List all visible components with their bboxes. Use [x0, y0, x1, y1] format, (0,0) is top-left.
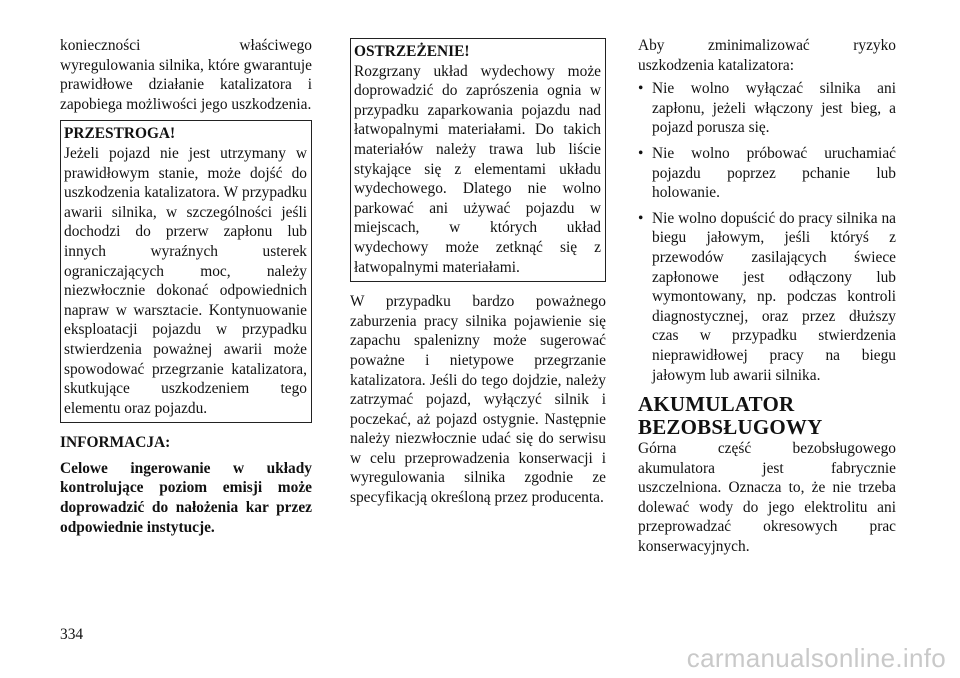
list-item	[638, 209, 896, 385]
section-paragraph: Górna część bezobsługowego akumulatora jest fabrycznie uszczelniona. Oznacza to, że nie trzeba dolewać wody do jego elektrolitu ani przeprowadzać okresowych prac konserwacyjnych.	[638, 440, 896, 556]
page-number: 334	[60, 626, 84, 643]
caution-text: Jeżeli pojazd nie jest utrzymany w prawidłowym stanie, może dojść do uszkodzenia katalizatora. W przypadku awarii silnika, w szczególności jeśli dochodzi do przerw zapłonu lub innych wyraźnych usterek ograniczających moc, należy niezwłocznie dokonać odpowiednich napraw w warsztacie. Kontynuowanie eksploatacji pojazdu w przypadku stwierdzenia poważnej awarii może spowodować przegrzanie katalizatora, skutkujące uszkodzeniem tego elementu oraz pojazdu.	[64, 144, 307, 417]
caution-box	[60, 120, 312, 423]
list-item-text: Nie wolno próbować uruchamiać pojazdu poprzez pchanie lub holowanie.	[652, 144, 896, 202]
column-right	[638, 36, 896, 557]
section-heading-line1: AKUMULATOR	[638, 392, 795, 417]
body-paragraph: W przypadku bardzo poważnego zaburzenia pracy silnika pojawienie się zapachu spalenizny może sugerować poważne i nietypowe przegrzanie katalizatora. Jeśli do tego dojdzie, należy zatrzymać pojazd, wyłączyć silnik i poczekać, aż pojazd ostygnie. Następnie należy niezwłocznie udać się do serwisu w celu przeprowadzenia konserwacji i wyregulowania silnika zgodnie ze specyfikacją określoną przez producenta.	[350, 293, 606, 507]
info-text: Celowe ingerowanie w układy kontrolujące poziom emisji może doprowadzić do nałożenia kar przez odpowiednie instytucje.	[60, 459, 312, 536]
section-heading	[638, 393, 896, 439]
caution-title: PRZESTROGA!	[64, 125, 176, 143]
risk-intro: Aby zminimalizować ryzyko uszkodzenia katalizatora:	[638, 37, 896, 74]
list-item-text: Nie wolno wyłączać silnika ani zapłonu, jeżeli włączony jest bieg, a pojazd porusza się.	[652, 80, 896, 137]
list-item	[638, 144, 896, 203]
warning-text: Rozgrzany układ wydechowy może doprowadzić do zaprószenia ognia w przypadku zaparkowania pojazdu nad łatwopalnymi materiałami. Do takich materiałów należy trawa lub liście stykające się z elementami układu wydechowego. Dlatego nie wolno parkować ani używać pojazdu w miejscach, w których układ wydechowy może zetknąć się z łatwopalnymi materiałami.	[354, 62, 601, 276]
bullet-icon: •	[638, 80, 644, 98]
list-item-text: Nie wolno dopuścić do pracy silnika na biegu jałowym, jeśli któryś z przewodów zasilających świece zapłonowe jest odłączony lub wymontowany, np. podczas kontroli diagnostycznej, oraz przez dłuższy czas w przypadku stwierdzenia nieprawidłowej pracy na biegu jałowym lub awarii silnika.	[652, 209, 896, 384]
list-item	[638, 79, 896, 138]
bullet-icon: •	[638, 209, 644, 227]
info-heading: INFORMACJA:	[60, 434, 171, 452]
risk-list	[638, 79, 896, 385]
section-heading-line2: BEZOBSŁUGOWY	[638, 415, 823, 440]
warning-box	[350, 38, 606, 282]
watermark: carmanualsonline.info	[686, 643, 946, 673]
bullet-icon: •	[638, 144, 644, 162]
intro-paragraph: konieczności właściwego wyregulowania silnika, które gwarantuje prawidłowe działanie katalizatora i zapobiega możliwości jego uszkodzenia.	[60, 37, 312, 113]
column-middle	[350, 36, 606, 508]
column-left	[60, 36, 312, 537]
warning-title: OSTRZEŻENIE!	[354, 43, 470, 60]
